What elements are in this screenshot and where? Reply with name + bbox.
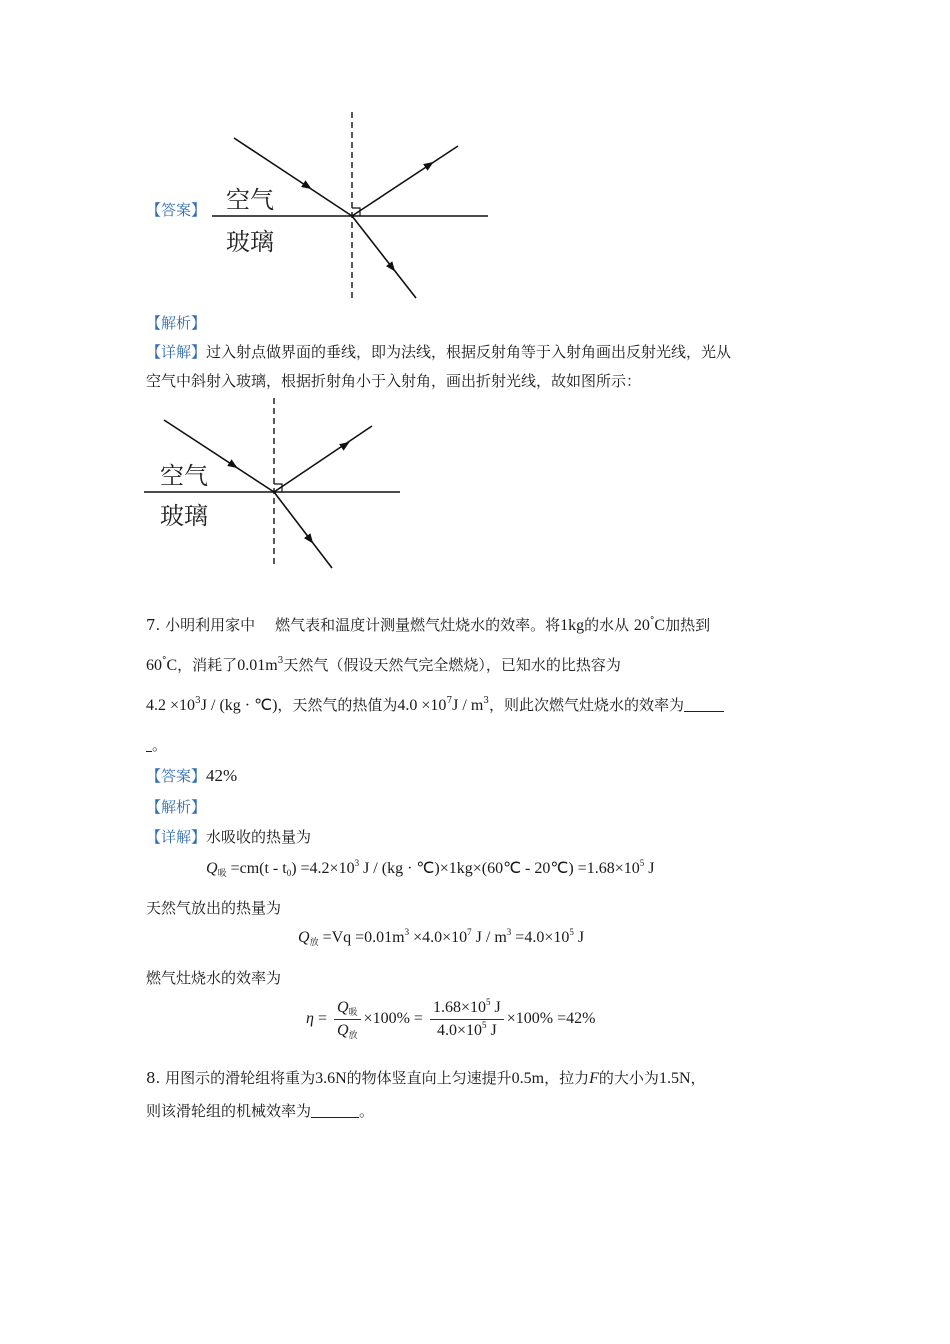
- reflected-ray: [352, 146, 458, 216]
- label-air-2: 空气: [160, 462, 208, 490]
- answer-q7: 【答案】42%: [146, 766, 238, 785]
- refracted-ray: [352, 216, 416, 298]
- label-air: 空气: [226, 186, 274, 214]
- equation-heat-absorbed: $Q_吸 =cm(t - t_0) =4.2\times 10^3$ J / (kg · ℃)×1kg×(60℃ - 20℃) $=1.68\times 10^5$ J: [206, 858, 655, 878]
- equation-efficiency: η = $\frac{Q_吸}{Q_放}$ ×100% = $\frac{1.68\times 10^5 J}{4.0\times 10^5 J}$ ×100% =42%: [306, 997, 596, 1040]
- detail-line-1: 【详解】过入射点做界面的垂线，即为法线，根据反射角等于入射角画出反射光线，光从: [146, 343, 732, 361]
- refraction-diagram-answer: [200, 108, 500, 304]
- label-glass-2: 玻璃: [160, 502, 208, 530]
- q7-line-4: 。: [146, 734, 167, 756]
- q8-answer-blank[interactable]: [311, 1101, 359, 1118]
- analysis-tag-q7: 【解析】: [146, 798, 207, 816]
- detail-line-2: 空气中斜射入玻璃，根据折射角小于入射角，画出折射光线，故如图所示：: [146, 372, 642, 390]
- equation-heat-released: $Q_放 =Vq =0.01m^3 \times 4.0\times 10^7$ $J / m^3 =4.0\times 10^5$ J: [298, 927, 585, 947]
- q7-line-2: 60°C，消耗了$0.01m^3$天然气（假设天然气完全燃烧），已知水的比热容为: [146, 656, 621, 674]
- q8-line-1: 8. 用图示的滑轮组将重为3.6N的物体竖直向上匀速提升0.5m，拉力F的大小为1.5N，: [146, 1069, 706, 1087]
- q7-answer-blank[interactable]: [684, 695, 724, 712]
- analysis-tag-q6: 【解析】: [146, 314, 207, 332]
- detail-q7-heat-released: 天然气放出的热量为: [146, 899, 282, 917]
- detail-q7-heat-absorbed: 【详解】水吸收的热量为: [146, 828, 312, 846]
- q7-line-3: $4.2 \times 10^3J / (kg$ · ℃)，天然气的热值为$4.0 \times 10^7J / m^3$，则此次燃气灶烧水的效率为: [146, 694, 724, 717]
- answer-tag-q6: 【答案】: [146, 201, 207, 219]
- label-glass: 玻璃: [226, 228, 274, 256]
- refraction-diagram-analysis: [140, 396, 410, 572]
- detail-q7-efficiency: 燃气灶烧水的效率为: [146, 969, 282, 987]
- q7-line-1: 7. 小明利用家中 燃气表和温度计测量燃气灶烧水的效率。将1kg的水从 20°C加热到: [146, 616, 711, 634]
- q8-line-2: 则该滑轮组的机械效率为 。: [146, 1102, 375, 1120]
